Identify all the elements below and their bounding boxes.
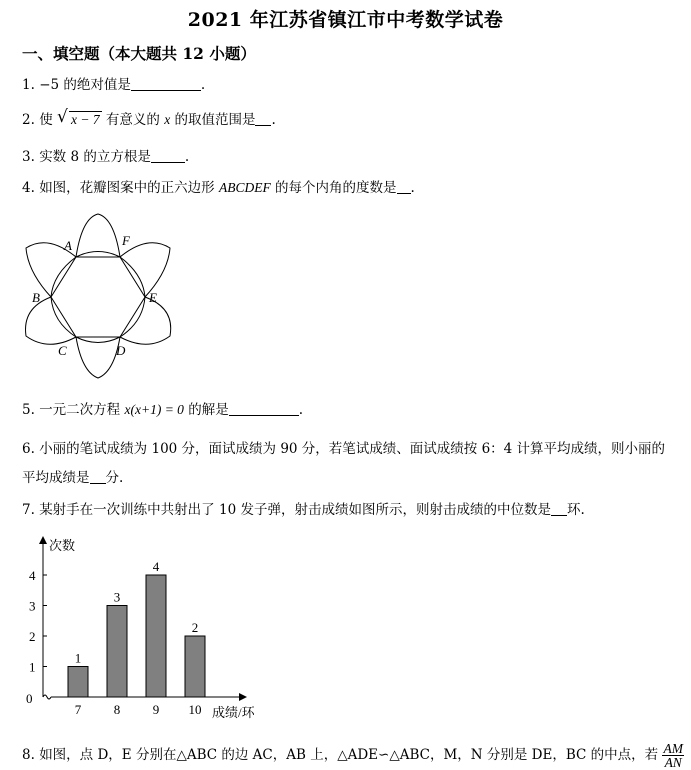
y-axis-label: 次数 — [49, 538, 76, 553]
answer-blank[interactable] — [397, 179, 411, 194]
shooting-score-bar-chart — [18, 532, 288, 722]
x-axis-label: 成绩/环 — [212, 705, 255, 720]
question-number: 8. — [22, 747, 35, 763]
answer-blank[interactable] — [151, 148, 185, 163]
answer-blank[interactable] — [131, 76, 201, 91]
answer-blank[interactable] — [90, 469, 106, 484]
page-title: 2021 年江苏省镇江市中考数学试卷 — [187, 9, 504, 31]
petal — [76, 214, 120, 257]
question-number: 2. — [22, 112, 35, 128]
question-number: 1. — [22, 77, 35, 93]
question-number: 5. — [22, 402, 35, 418]
question-5: 5. 一元二次方程 x(x+1) = 0 的解是 . — [22, 402, 304, 418]
sqrt-expression: √ x − 7 — [56, 107, 100, 127]
label-D: D — [116, 343, 126, 358]
hexagon — [51, 257, 145, 337]
label-A: A — [64, 238, 72, 253]
x-tick-label: 10 — [188, 702, 202, 717]
question-6: 6. 小丽的笔试成绩为 100 分，面试成绩为 90 分，若笔试成绩、面试成绩按 6：4 计算平均成绩，则小丽的 — [22, 441, 666, 457]
bar — [107, 606, 127, 698]
label-E: E — [149, 290, 157, 305]
answer-blank[interactable] — [255, 111, 271, 126]
y-tick-label: 1 — [29, 659, 36, 675]
bar-value-label: 3 — [113, 589, 121, 605]
origin-label: 0 — [26, 691, 33, 706]
fraction-am-an: $\frac{AM}{AN}$ — [663, 741, 683, 770]
flower-hexagon-figure — [20, 212, 180, 382]
chart-bars — [68, 575, 205, 697]
x-tick-label: 7 — [74, 702, 82, 717]
question-6-line-2: 平均成绩是 分. — [22, 470, 124, 486]
question-number: 7. — [22, 502, 35, 518]
label-B: B — [32, 290, 40, 305]
bar-value-label: 1 — [74, 650, 82, 666]
answer-blank[interactable] — [551, 501, 567, 516]
y-tick-label: 2 — [29, 629, 36, 644]
label-F: F — [122, 233, 130, 248]
question-number: 6. — [22, 441, 35, 457]
question-4: 4. 如图，花瓣图案中的正六边形 ABCDEF 的每个内角的度数是 . — [22, 180, 415, 196]
answer-blank[interactable] — [229, 401, 299, 416]
x-tick-label: 8 — [113, 702, 121, 717]
equation: x(x+1) = 0 — [124, 402, 184, 417]
petal — [120, 297, 171, 344]
question-1: 1. −5 的绝对值是 . — [22, 77, 206, 93]
y-tick-label: 4 — [29, 568, 36, 583]
question-number: 3. — [22, 149, 35, 165]
bar-value-label: 4 — [152, 559, 160, 574]
section-heading: 一、填空题（本大题共 12 小题） — [22, 44, 256, 63]
question-3: 3. 实数 8 的立方根是 . — [22, 149, 190, 165]
question-number: 4. — [22, 180, 35, 196]
bar — [185, 636, 205, 697]
petal — [76, 337, 120, 378]
bar — [68, 667, 88, 698]
label-C: C — [58, 343, 67, 358]
x-tick-label: 9 — [152, 702, 160, 717]
axis-break — [43, 695, 51, 699]
question-text: −5 的绝对值是 — [39, 77, 131, 93]
y-tick-label: 3 — [29, 598, 36, 614]
bar-value-label: 2 — [191, 620, 199, 635]
question-8: 8. 如图，点 D，E 分别在△ABC 的边 AC，AB 上，△ADE∽△ABC，M，N 分别是 DE，BC 的中点，若 $\frac{AM}{AN}$ — [22, 741, 683, 770]
question-2: 2. 使 √ x − 7 有意义的 x 的取值范围是 . — [22, 107, 276, 128]
bar — [146, 575, 166, 697]
chart-text — [26, 538, 256, 720]
question-7: 7. 某射手在一次训练中共射出了 10 发子弹，射击成绩如图所示，则射击成绩的中位数是 环. — [22, 502, 585, 518]
